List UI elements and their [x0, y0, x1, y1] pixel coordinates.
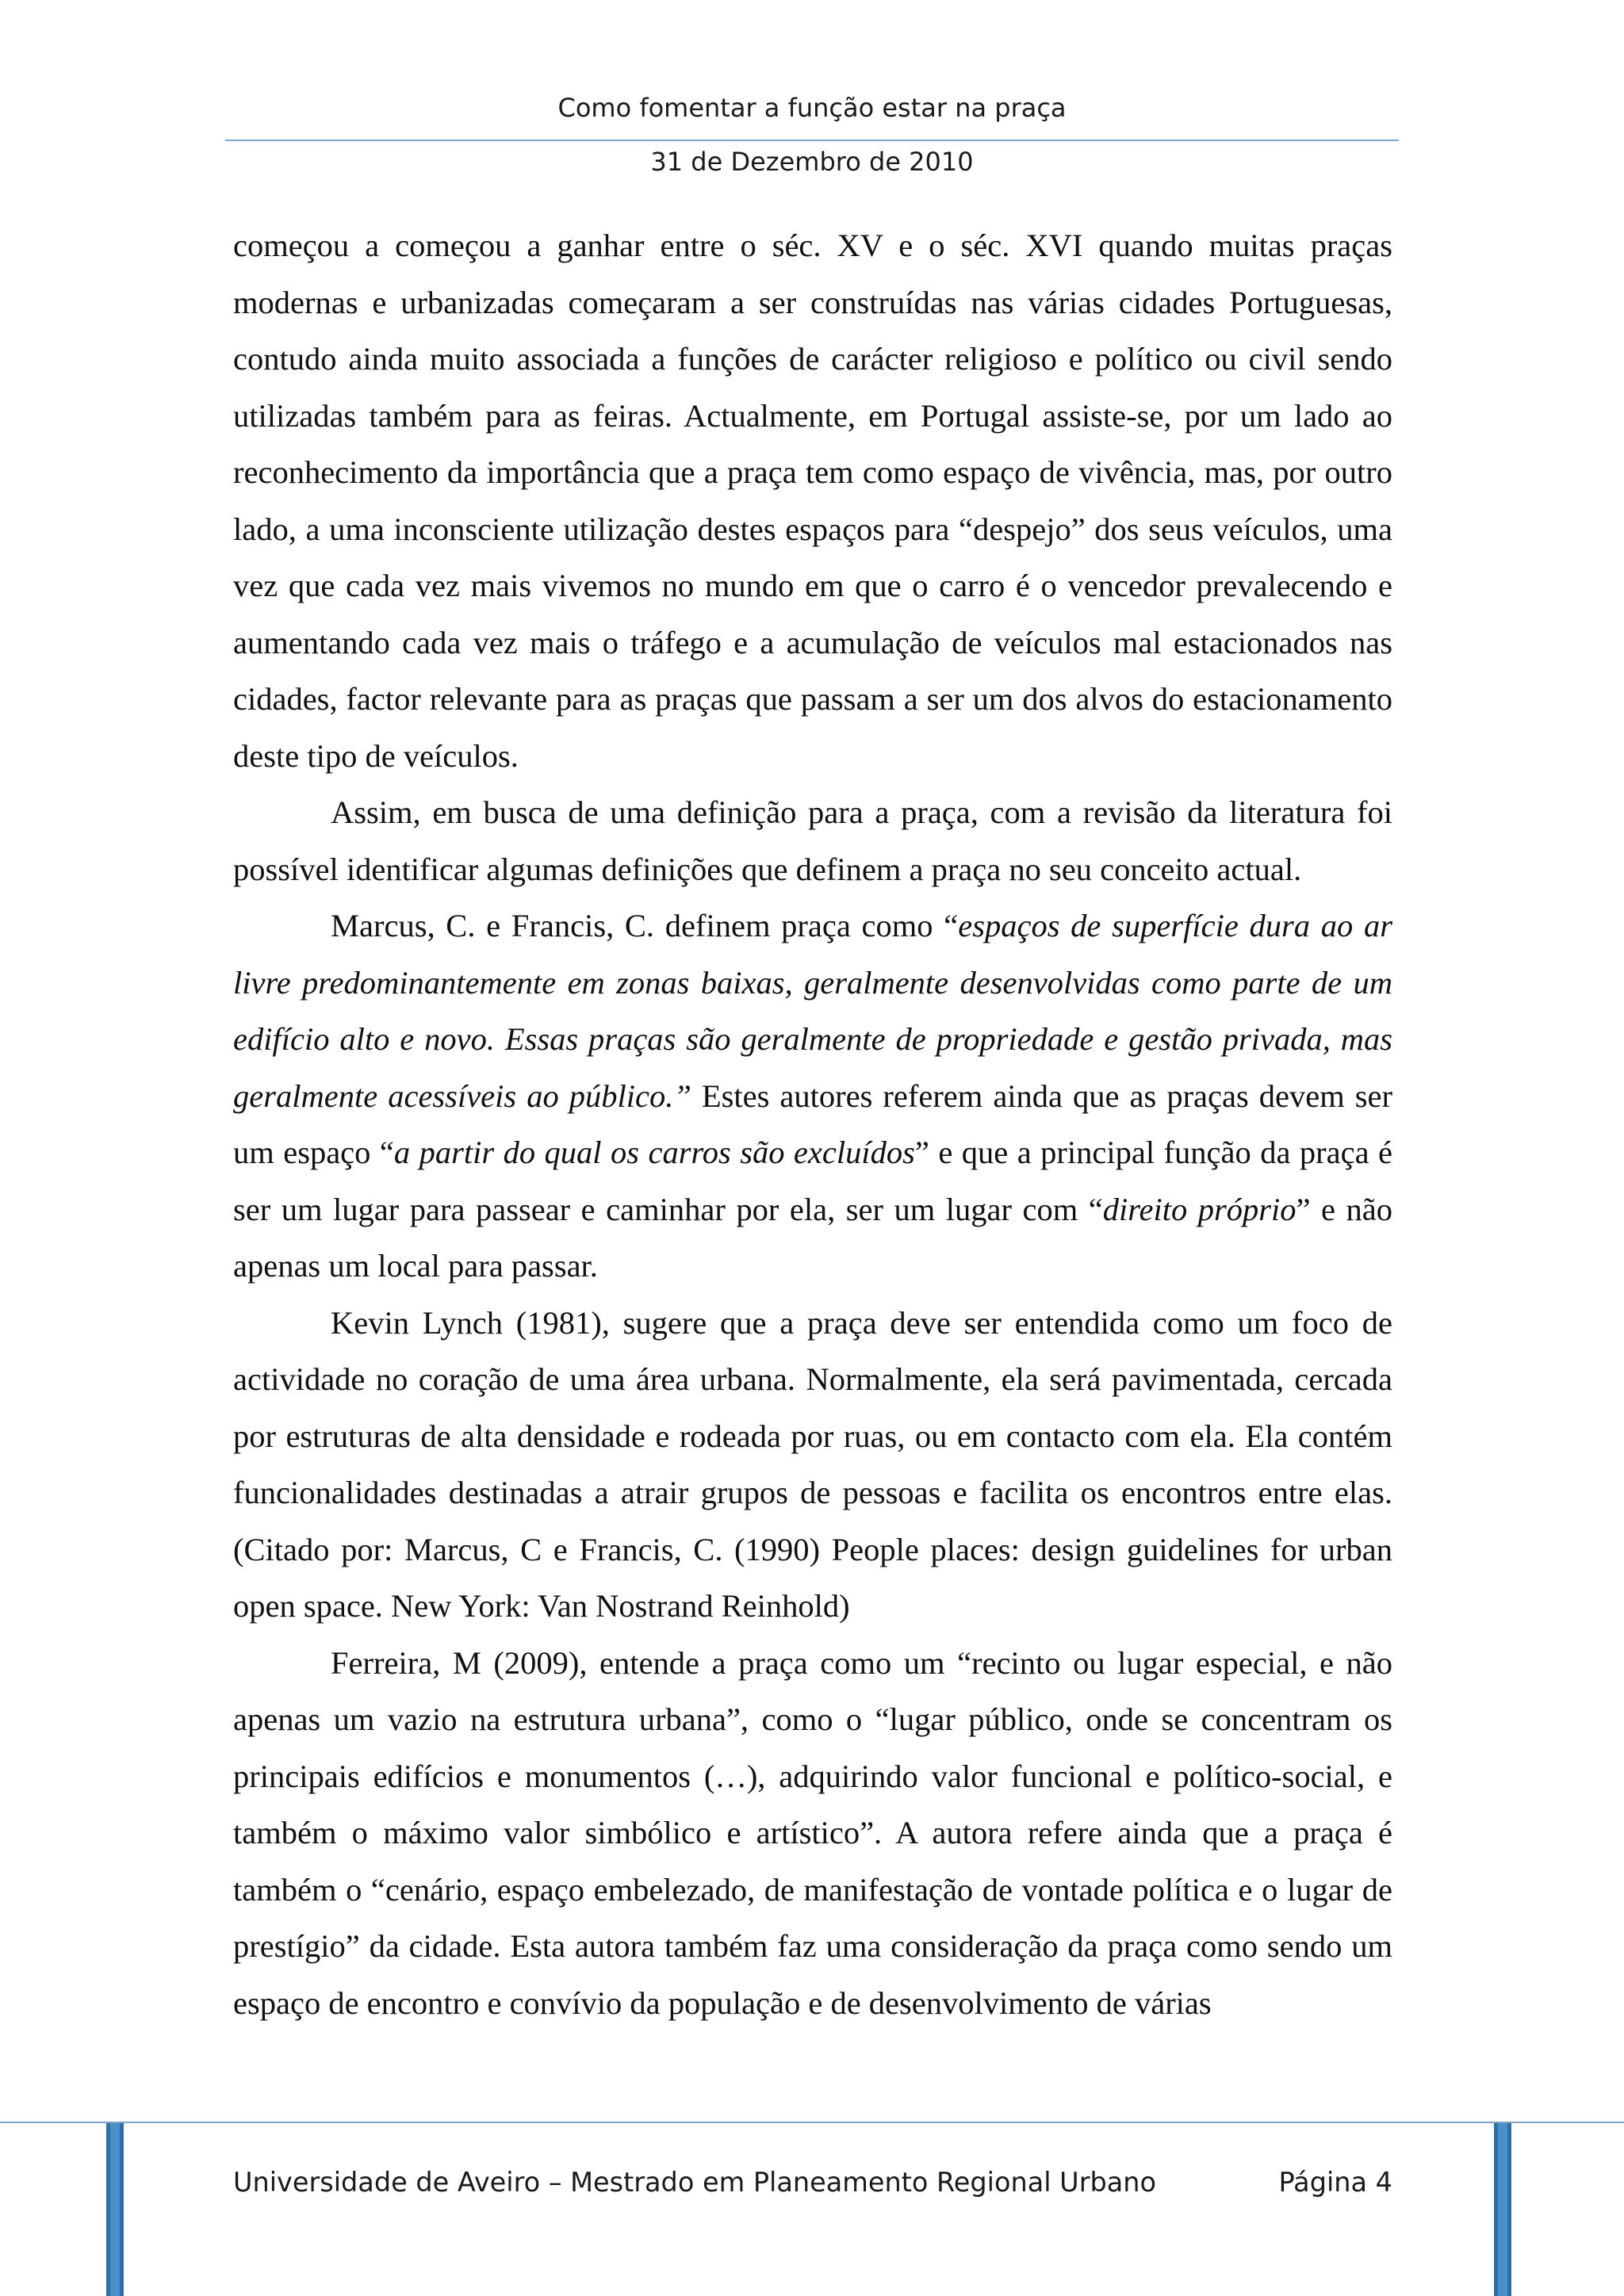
paragraph-2: Assim, em busca de uma definição para a praça, com a revisão da literatura foi possível identificar algumas definições que definem a praça no seu conceito actual.: [233, 794, 1392, 887]
footer-left-bar: [106, 2123, 124, 2296]
paragraph-3-text-2: Estes autores referem ainda que as praças devem ser um espaço “: [233, 1077, 1392, 1170]
paragraph-3: [233, 897, 1392, 1295]
paragraph-3-quote-1: espaços de superfície dura ao ar livre predominantemente em zonas baixas, geralmente desenvolvidas como parte de um edifício alto e novo. Essas praças são geralmente de propriedade e gestão privada, mas geralmente acessíveis ao público.”: [233, 908, 1392, 1114]
paragraph-4: Kevin Lynch (1981), sugere que a praça deve ser entendida como um foco de actividade no coração de uma área urbana. Normalmente, ela será pavimentada, cercada por estruturas de alta densidade e rodeada por ruas, ou em contacto com ela. Ela contém funcionalidades destinadas a atrair grupos de pessoas e facilita os encontros entre elas. (Citado por: Marcus, C e Francis, C. (1990) People places: design guidelines for urban open space. New York: Van Nostrand Reinhold): [233, 1304, 1392, 1624]
header-rule: [225, 140, 1399, 141]
header-date: 31 de Dezembro de 2010: [650, 147, 974, 177]
footer-institution: Universidade de Aveiro – Mestrado em Planeamento Regional Urbano: [233, 2167, 1156, 2198]
paragraph-3-text-4: ” e não apenas um local para passar.: [233, 1191, 1393, 1284]
paragraph-3-quote-3: direito próprio: [1102, 1191, 1297, 1227]
footer-rule: [0, 2122, 1624, 2123]
paragraph-3-text-1: Marcus, C. e Francis, C. definem praça como “: [331, 908, 959, 943]
footer-page-number: Página 4: [1278, 2167, 1392, 2198]
paragraph-5: Ferreira, M (2009), entende a praça como um “recinto ou lugar especial, e não apenas um vazio na estrutura urbana”, como o “lugar público, onde se concentram os principais edifícios e monumentos (…), adquirindo valor funcional e político-social, e também o máximo valor simbólico e artístico”. A autora refere ainda que a praça é também o “cenário, espaço embelezado, de manifestação de vontade política e o lugar de prestígio” da cidade. Esta autora também faz uma consideração da praça como sendo um espaço de encontro e convívio da população e de desenvolvimento de várias: [233, 1644, 1392, 2021]
paragraph-3-quote-2: a partir do qual os carros são excluídos: [393, 1135, 915, 1170]
paragraph-3-text-3: ” e que a principal função da praça é ser um lugar para passear e caminhar por ela, ser um lugar com “: [233, 1135, 1393, 1227]
footer-right-bar: [1494, 2123, 1511, 2296]
paragraph-1: começou a começou a ganhar entre o séc. XV e o séc. XVI quando muitas praças modernas e urbanizadas começaram a ser construídas nas várias cidades Portuguesas, contudo ainda muito associada a funções de carácter religioso e político ou civil sendo utilizadas também para as feiras. Actualmente, em Portugal assiste-se, por um lado ao reconhecimento da importância que a praça tem como espaço de vivência, mas, por outro lado, a uma inconsciente utilização destes espaços para “despejo” dos seus veículos, uma vez que cada vez mais vivemos no mundo em que o carro é o vencedor prevalecendo e aumentando cada vez mais o tráfego e a acumulação de veículos mal estacionados nas cidades, factor relevante para as praças que passam a ser um dos alvos do estacionamento deste tipo de veículos.: [233, 228, 1392, 774]
header-title: Como fomentar a função estar na praça: [557, 93, 1067, 123]
body-text: [233, 217, 1392, 2031]
